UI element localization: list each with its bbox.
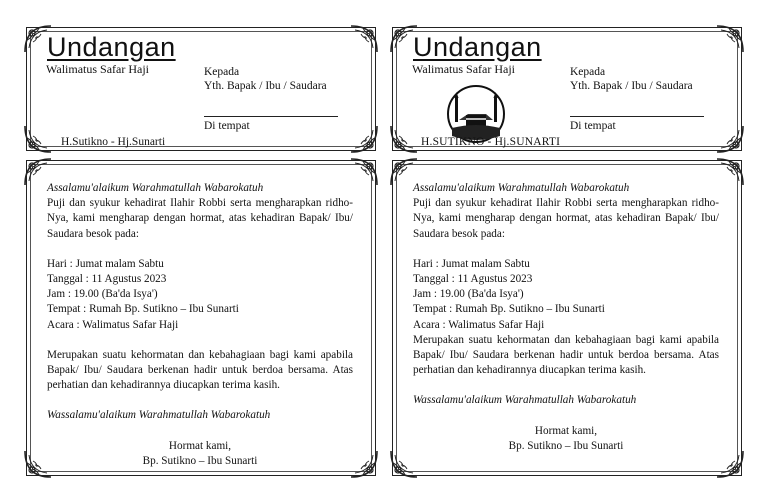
recipient-label: Kepada: [204, 66, 240, 78]
detail-date: Tanggal : 11 Agustus 2023: [47, 273, 167, 286]
corner-ornament-icon: [715, 157, 745, 187]
host-names: H.SUTIKNO - Hj.SUNARTI: [421, 136, 561, 148]
closing-paragraph: Merupakan suatu kehormatan dan kebahagiaan bagi kami apabila Bapak/ Ibu/ Saudara berkenan hadir untuk berdoa bersama. Atas perhatian dan kehadirannya diucapkan terima kasih.: [47, 348, 353, 392]
detail-time: Jam : 19.00 (Ba'da Isya'): [413, 288, 524, 301]
invitation-subtitle: Walimatus Safar Haji: [46, 62, 150, 76]
detail-venue: Tempat : Rumah Bp. Sutikno – Ibu Sunarti: [47, 303, 239, 316]
left-body-card: [26, 160, 376, 476]
corner-ornament-icon: [715, 24, 745, 54]
detail-date: Tanggal : 11 Agustus 2023: [413, 273, 533, 286]
corner-ornament-icon: [349, 157, 379, 187]
right-body-card: [392, 160, 742, 476]
recipient-place: Di tempat: [204, 120, 250, 132]
greeting: Assalamu'alaikum Warahmatullah Wabarokatuh: [413, 182, 630, 194]
letter-body: [47, 181, 353, 469]
recipient-place: Di tempat: [570, 120, 616, 132]
intro-paragraph: Puji dan syukur kehadirat Ilahir Robbi serta mengharapkan ridho-Nya, kami mengharap dengan hormat, atas kehadiran Bapak/ Ibu/ Saudara besok pada:: [47, 197, 353, 240]
letter-body: [413, 181, 719, 454]
recipient-name-line: [570, 116, 704, 117]
invitation-title: Undangan: [47, 32, 176, 62]
detail-day: Hari : Jumat malam Sabtu: [47, 257, 164, 270]
signature: Bp. Sutikno – Ibu Sunarti: [142, 454, 258, 467]
greeting: Assalamu'alaikum Warahmatullah Wabarokatuh: [47, 182, 264, 194]
invitation-title: Undangan: [413, 32, 542, 62]
detail-event: Acara : Walimatus Safar Haji: [413, 318, 545, 331]
detail-event: Acara : Walimatus Safar Haji: [47, 318, 179, 331]
signature: Bp. Sutikno – Ibu Sunarti: [508, 439, 624, 452]
invitation-subtitle: Walimatus Safar Haji: [412, 62, 516, 76]
intro-paragraph: Puji dan syukur kehadirat Ilahir Robbi serta mengharapkan ridho-Nya, kami mengharap dengan hormat, atas kehadiran Bapak/ Ibu/ Saudara besok pada:: [413, 197, 719, 240]
host-names: H.Sutikno - Hj.Sunarti: [61, 136, 166, 148]
regards: Hormat kami,: [534, 424, 598, 437]
detail-day: Hari : Jumat malam Sabtu: [413, 257, 530, 270]
corner-ornament-icon: [715, 449, 745, 479]
recipient-label: Kepada: [570, 66, 606, 78]
closing-paragraph: Merupakan suatu kehormatan dan kebahagiaan bagi kami apabila Bapak/ Ibu/ Saudara berkenan hadir untuk berdoa bersama. Atas perhatian dan kehadirannya diucapkan terima kasih.: [413, 333, 719, 377]
corner-ornament-icon: [349, 449, 379, 479]
recipient-name-line: [204, 116, 338, 117]
corner-ornament-icon: [349, 24, 379, 54]
corner-ornament-icon: [349, 124, 379, 154]
corner-ornament-icon: [715, 124, 745, 154]
corner-ornament-icon: [389, 124, 419, 154]
regards: Hormat kami,: [168, 439, 232, 452]
detail-time: Jam : 19.00 (Ba'da Isya'): [47, 288, 158, 301]
recipient-salutation: Yth. Bapak / Ibu / Saudara: [570, 80, 693, 92]
detail-venue: Tempat : Rumah Bp. Sutikno – Ibu Sunarti: [413, 303, 605, 316]
right-cover-card: [392, 27, 742, 151]
farewell: Wassalamu'alaikum Warahmatullah Wabarokatuh: [413, 394, 637, 407]
corner-ornament-icon: [23, 124, 53, 154]
left-cover-card: [26, 27, 376, 151]
farewell: Wassalamu'alaikum Warahmatullah Wabarokatuh: [47, 409, 271, 422]
recipient-salutation: Yth. Bapak / Ibu / Saudara: [204, 80, 327, 92]
